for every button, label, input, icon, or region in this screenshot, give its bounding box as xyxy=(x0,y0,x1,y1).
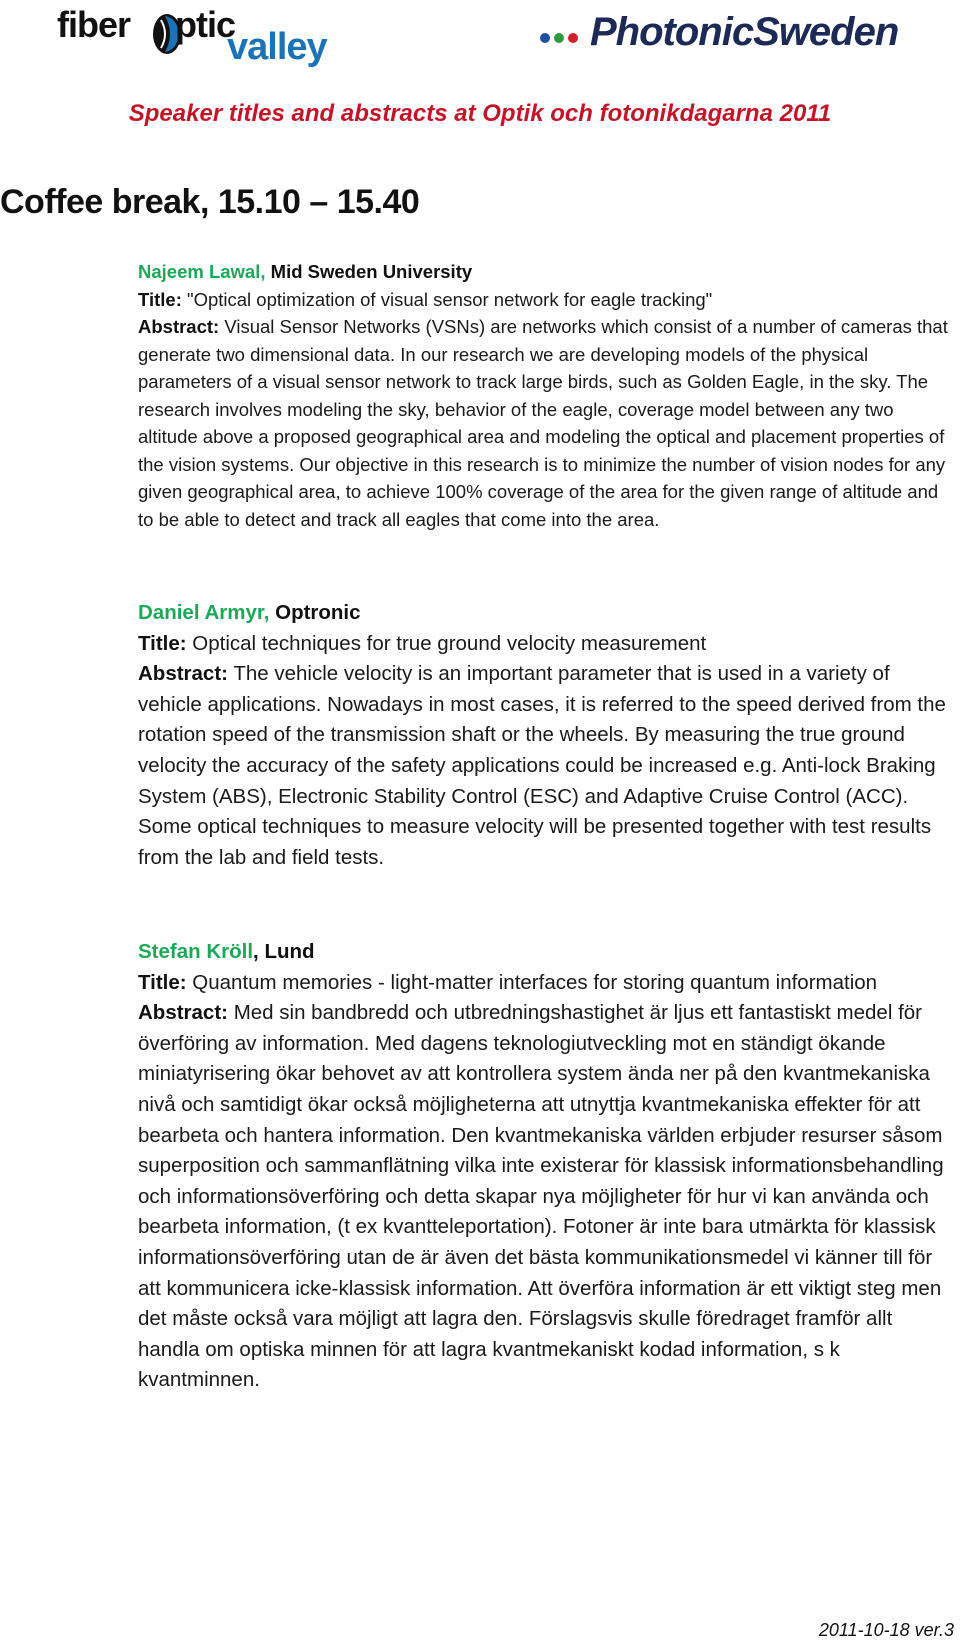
talk-abstract xyxy=(138,659,948,873)
green-dot-icon xyxy=(554,33,564,43)
blue-dot-icon xyxy=(540,33,550,43)
page-subtitle: Speaker titles and abstracts at Optik och fotonikdagarna 2011 xyxy=(128,100,832,127)
speaker-affiliation: Optronic xyxy=(269,601,361,624)
speaker-affiliation: , Lund xyxy=(253,940,315,963)
talk-abstract xyxy=(138,998,948,1396)
abstract-label: Abstract: xyxy=(138,662,228,686)
talk-title xyxy=(138,629,948,660)
fiber-optic-valley-logo xyxy=(57,4,357,74)
speaker-block-armyr xyxy=(138,598,948,873)
speaker-block-lawal xyxy=(138,258,948,533)
speaker-heading xyxy=(138,598,948,629)
abstract-label: Abstract: xyxy=(138,316,220,337)
abstract-label: Abstract: xyxy=(138,1001,228,1025)
logo-word-fiber: fiber xyxy=(57,4,131,45)
session-heading: Coffee break, 15.10 – 15.40 xyxy=(0,183,420,221)
photonic-sweden-name: PhotonicSweden xyxy=(590,10,899,54)
speaker-block-kroll xyxy=(138,937,948,1396)
title-label: Title: xyxy=(138,631,187,655)
abstract-text: The vehicle velocity is an important parameter that is used in a variety of vehicle applications. Nowadays in most cases, it is referred to the speed derived from the rotation speed of the transmission shaft or the wheels. By measuring the true ground velocity the accuracy of the safety applications could be increased e.g. Anti-lock Braking System (ABS), Electronic Stability Control (ESC) and Adaptive Cruise Control (ACC). Some optical techniques to measure velocity will be presented together with test results from the lab and field tests. xyxy=(138,662,946,869)
speaker-name: Stefan Kröll xyxy=(138,940,254,963)
title-text: Quantum memories - light-matter interfaces for storing quantum information xyxy=(186,970,878,994)
logo-word-ptic: ptic xyxy=(175,4,236,45)
title-label: Title: xyxy=(138,288,182,310)
talk-title xyxy=(138,286,948,314)
abstract-text: Med sin bandbredd och utbredningshastighet är ljus ett fantastiskt medel för överföring av information. Med dagens teknologiutveckling mot en ständigt ökande miniatyrisering ökar behovet av att kontrollera system ända ner på den kvantmekaniska nivå och samtidigt ökar också möjligheterna att utnyttja kvantmekaniska effekter för att bearbeta och hantera information. Den kvantmekaniska världen erbjuder resurser såsom superposition och sammanflätning vilka inte existerar för klassisk informationsbehandling och informationsöverföring och detta skapar nya möjligheter för hur vi kan använda och bearbeta information, (t ex kvantteleportation). Fotoner är inte bara utmärkta för klassisk informationsöverföring utan de är även det bästa kommunikationsmedel vi känner till för att kommunicera icke-klassisk information. Att överföra information är ett viktigt steg men det måste också vara möjligt att lagra den. Förslagsvis skulle föredraget framför allt handla om optiska minnen för att lagra kvantmekaniskt kodad information, s k kvantminnen. xyxy=(138,1001,944,1392)
version-stamp: 2011-10-18 ver.3 xyxy=(818,1620,954,1640)
speaker-heading xyxy=(138,937,948,968)
logo-dots xyxy=(540,30,582,48)
photonic-sweden-logo xyxy=(540,10,940,60)
red-dot-icon xyxy=(568,33,578,43)
logo-word-valley: valley xyxy=(227,26,327,68)
speaker-name: Daniel Armyr, xyxy=(138,601,270,624)
title-text: "Optical optimization of visual sensor network for eagle tracking" xyxy=(181,288,713,310)
speaker-name: Najeem Lawal, xyxy=(138,261,266,282)
header-logos xyxy=(0,0,960,80)
abstract-text: Visual Sensor Networks (VSNs) are networks which consist of a number of cameras that generate two dimensional data. In our research we are developing models of the physical parameters of a visual sensor network to track large birds, such as Golden Eagle, in the sky. The research involves modeling the sky, behavior of the eagle, coverage model between any two altitude above a proposed geographical area and modeling the optical and placement properties of the vision systems. Our objective in this research is to minimize the number of vision nodes for any given geographical area, to achieve 100% coverage of the area for the given range of altitude and to be able to detect and track all eagles that come into the area. xyxy=(138,316,948,530)
title-text: Optical techniques for true ground velocity measurement xyxy=(186,631,707,655)
talk-title xyxy=(138,968,948,999)
speaker-affiliation: Mid Sweden University xyxy=(265,261,473,282)
title-label: Title: xyxy=(138,970,187,994)
speaker-heading xyxy=(138,258,948,286)
talk-abstract xyxy=(138,313,948,533)
